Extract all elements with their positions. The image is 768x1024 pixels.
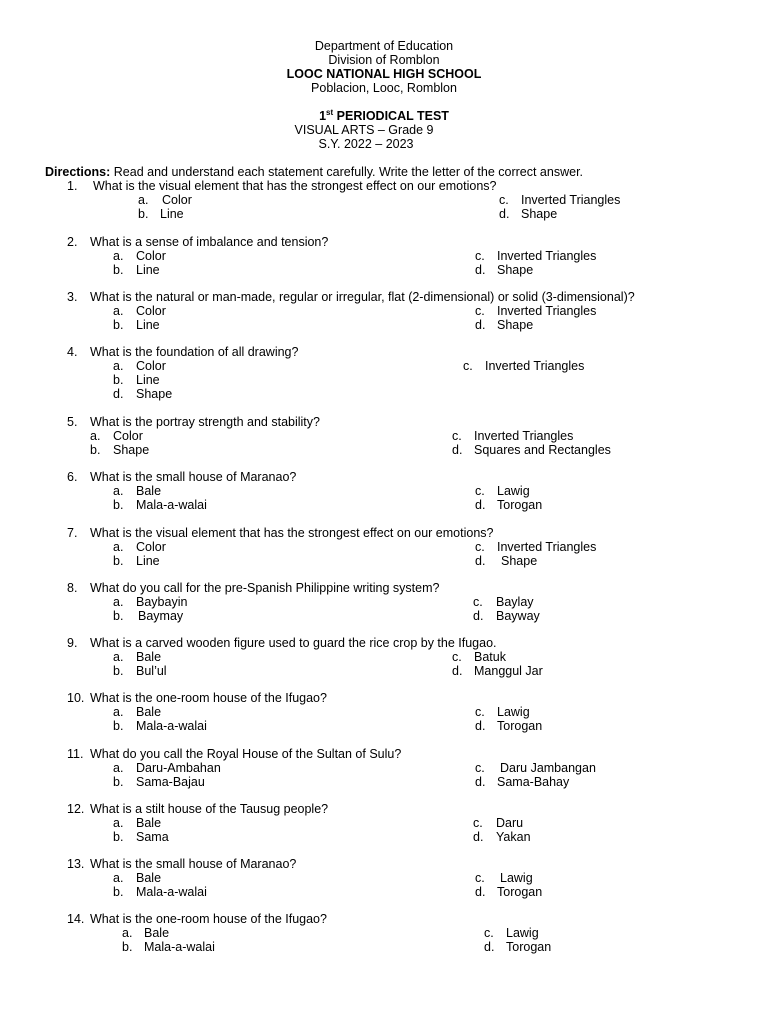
question-12-text: What is a stilt house of the Tausug people? [90,802,329,816]
test-title-number: 1 [319,109,327,123]
question-9-choice-c-letter: c. [452,650,462,664]
question-9-choice-b: Bul’ul [136,664,167,678]
question-4-choice-a: Color [136,359,166,373]
question-13-choice-d-letter: d. [475,885,486,899]
question-7-choice-d-letter: d. [475,554,486,568]
question-12-choice-a-letter: a. [113,816,124,830]
question-12-choice-c: Daru [496,816,524,830]
question-11-choice-b-letter: b. [113,775,124,789]
question-13-choice-a-letter: a. [113,871,124,885]
question-8-choice-b: Baymay [138,609,184,623]
test-subject: VISUAL ARTS – Grade 9 [294,123,434,137]
question-6-text: What is the small house of Maranao? [90,470,297,484]
question-11-number: 11. [67,747,84,761]
question-4-choice-c-letter: c. [463,359,473,373]
question-1-choice-b: Line [160,207,184,221]
question-9-choice-a-letter: a. [113,650,124,664]
question-5-choice-b-letter: b. [90,443,101,457]
question-13-choice-c-letter: c. [475,871,485,885]
question-4-number: 4. [67,345,78,359]
header-division: Division of Romblon [328,53,440,67]
question-10-choice-b-letter: b. [113,719,124,733]
question-7-text: What is the visual element that has the strongest effect on our emotions? [90,526,494,540]
question-13-text: What is the small house of Maranao? [90,857,297,871]
question-5-choice-a-letter: a. [90,429,101,443]
question-8-choice-d: Bayway [496,609,540,623]
question-6-choice-c-letter: c. [475,484,485,498]
question-14-choice-c: Lawig [506,926,539,940]
question-11-choice-b: Sama-Bajau [136,775,205,789]
question-2-choice-b-letter: b. [113,263,124,277]
question-13-number: 13. [67,857,85,871]
directions-text: Read and understand each statement carefully. Write the letter of the correct answer. [113,165,584,179]
question-7-choice-d: Shape [501,554,538,568]
header-address: Poblacion, Looc, Romblon [311,81,457,95]
question-1-choice-a-letter: a. [138,193,149,207]
question-6-choice-d-letter: d. [475,498,486,512]
question-10-choice-c: Lawig [497,705,530,719]
question-12-choice-d-letter: d. [473,830,484,844]
question-9-choice-d: Manggul Jar [474,664,543,678]
question-12-choice-b: Sama [136,830,169,844]
question-5-text: What is the portray strength and stability? [90,415,320,429]
question-5-choice-c: Inverted Triangles [474,429,574,443]
question-11-choice-c-letter: c. [475,761,485,775]
question-1-choice-d: Shape [521,207,558,221]
question-7-choice-b-letter: b. [113,554,124,568]
question-5-choice-a: Color [113,429,143,443]
question-8-choice-c: Baylay [496,595,534,609]
question-9-choice-d-letter: d. [452,664,463,678]
question-13-choice-b: Mala-a-walai [136,885,207,899]
directions-label: Directions: [45,165,111,179]
question-7-choice-b: Line [136,554,160,568]
question-13-choice-d: Torogan [497,885,543,899]
test-title-suffix: st [326,108,334,117]
question-10-choice-d-letter: d. [475,719,486,733]
question-10-choice-c-letter: c. [475,705,485,719]
test-title-text: PERIODICAL TEST [336,109,449,123]
question-2-text: What is a sense of imbalance and tension? [90,235,329,249]
question-14-choice-a-letter: a. [122,926,133,940]
question-11-choice-c: Daru Jambangan [500,761,596,775]
question-4-choice-c: Inverted Triangles [485,359,585,373]
question-9-number: 9. [67,636,78,650]
question-5-choice-d-letter: d. [452,443,463,457]
question-1-choice-c-letter: c. [499,193,509,207]
question-7-choice-a: Color [136,540,166,554]
question-2-choice-d-letter: d. [475,263,486,277]
question-14-choice-b-letter: b. [122,940,133,954]
question-3-choice-a: Color [136,304,166,318]
question-4-choice-d: Shape [136,387,173,401]
question-1-choice-a: Color [162,193,192,207]
question-1-choice-b-letter: b. [138,207,149,221]
test-school-year: S.Y. 2022 – 2023 [318,137,414,151]
question-7-choice-c: Inverted Triangles [497,540,597,554]
question-14-number: 14. [67,912,85,926]
question-2-choice-b: Line [136,263,160,277]
question-7-number: 7. [67,526,78,540]
question-12-choice-c-letter: c. [473,816,483,830]
question-4-text: What is the foundation of all drawing? [90,345,299,359]
question-13-choice-c: Lawig [500,871,533,885]
question-13-choice-a: Bale [136,871,162,885]
question-14-text: What is the one-room house of the Ifugao? [90,912,327,926]
question-6-number: 6. [67,470,78,484]
question-11-choice-d-letter: d. [475,775,486,789]
question-14-choice-a: Bale [144,926,170,940]
question-3-number: 3. [67,290,78,304]
question-10-choice-a-letter: a. [113,705,124,719]
question-14-choice-d: Torogan [506,940,552,954]
question-10-choice-b: Mala-a-walai [136,719,207,733]
question-6-choice-a-letter: a. [113,484,124,498]
question-12-choice-a: Bale [136,816,162,830]
question-11-choice-a-letter: a. [113,761,124,775]
header-department: Department of Education [314,39,454,53]
question-5-number: 5. [67,415,78,429]
question-6-choice-c: Lawig [497,484,530,498]
question-8-choice-c-letter: c. [473,595,483,609]
question-11-text: What do you call the Royal House of the Sultan of Sulu? [90,747,402,761]
question-3-choice-d: Shape [497,318,534,332]
question-2-choice-c-letter: c. [475,249,485,263]
question-10-choice-d: Torogan [497,719,543,733]
question-4-choice-d-letter: d. [113,387,124,401]
question-6-choice-a: Bale [136,484,162,498]
question-8-choice-b-letter: b. [113,609,124,623]
question-5-choice-b: Shape [113,443,150,457]
question-6-choice-b: Mala-a-walai [136,498,207,512]
question-8-choice-a: Baybayin [136,595,188,609]
question-4-choice-b: Line [136,373,160,387]
question-2-choice-d: Shape [497,263,534,277]
question-3-choice-c: Inverted Triangles [497,304,597,318]
question-8-choice-a-letter: a. [113,595,124,609]
question-9-choice-b-letter: b. [113,664,124,678]
question-4-choice-b-letter: b. [113,373,124,387]
question-14-choice-b: Mala-a-walai [144,940,215,954]
question-6-choice-d: Torogan [497,498,543,512]
question-8-text: What do you call for the pre-Spanish Philippine writing system? [90,581,440,595]
question-9-choice-a: Bale [136,650,162,664]
question-2-number: 2. [67,235,78,249]
question-3-choice-b-letter: b. [113,318,124,332]
question-7-choice-a-letter: a. [113,540,124,554]
question-12-number: 12. [67,802,85,816]
question-10-text: What is the one-room house of the Ifugao? [90,691,327,705]
question-3-choice-a-letter: a. [113,304,124,318]
question-11-choice-d: Sama-Bahay [497,775,570,789]
question-10-number: 10. [67,691,85,705]
question-13-choice-b-letter: b. [113,885,124,899]
header-school: LOOC NATIONAL HIGH SCHOOL [286,67,482,81]
question-5-choice-c-letter: c. [452,429,462,443]
question-12-choice-b-letter: b. [113,830,124,844]
question-3-choice-c-letter: c. [475,304,485,318]
question-14-choice-d-letter: d. [484,940,495,954]
question-14-choice-c-letter: c. [484,926,494,940]
question-11-choice-a: Daru-Ambahan [136,761,221,775]
directions [45,165,583,179]
question-10-choice-a: Bale [136,705,162,719]
question-1-choice-c: Inverted Triangles [521,193,621,207]
question-9-choice-c: Batuk [474,650,506,664]
question-8-choice-d-letter: d. [473,609,484,623]
question-6-choice-b-letter: b. [113,498,124,512]
question-2-choice-a: Color [136,249,166,263]
question-3-choice-d-letter: d. [475,318,486,332]
question-1-number: 1. [67,179,78,193]
test-title [0,109,768,123]
question-4-choice-a-letter: a. [113,359,124,373]
question-3-choice-b: Line [136,318,160,332]
question-2-choice-c: Inverted Triangles [497,249,597,263]
question-3-text: What is the natural or man-made, regular or irregular, flat (2-dimensional) or solid (3-dimensional)? [90,290,635,304]
question-1-text: What is the visual element that has the strongest effect on our emotions? [93,179,497,193]
question-7-choice-c-letter: c. [475,540,485,554]
question-9-text: What is a carved wooden figure used to guard the rice crop by the Ifugao. [90,636,497,650]
question-12-choice-d: Yakan [496,830,531,844]
question-1-choice-d-letter: d. [499,207,510,221]
question-5-choice-d: Squares and Rectangles [474,443,611,457]
question-2-choice-a-letter: a. [113,249,124,263]
question-8-number: 8. [67,581,78,595]
